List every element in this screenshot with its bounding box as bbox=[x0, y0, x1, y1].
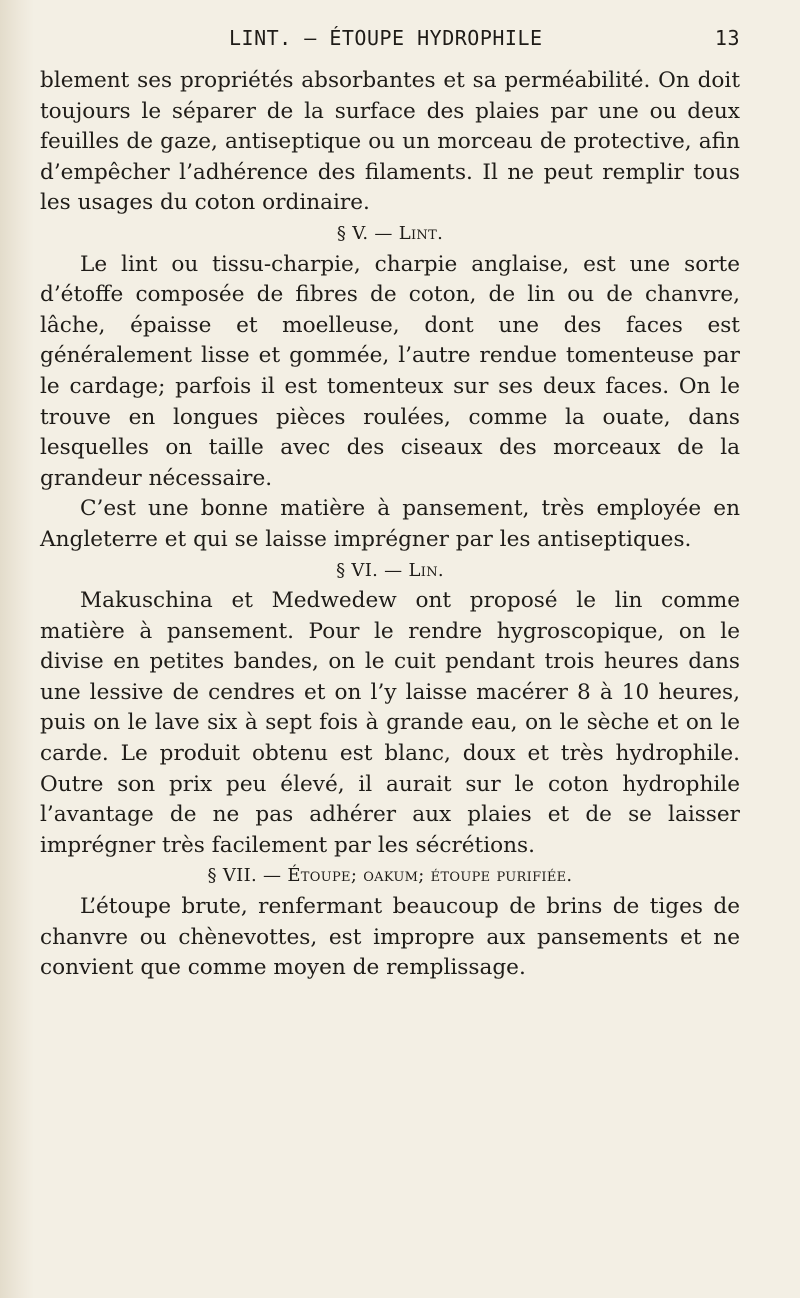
section-number: § VII. — bbox=[207, 865, 288, 887]
page-body bbox=[40, 66, 740, 984]
paragraph-lin-preparation: Makuschina et Medwedew ont proposé le lin comme matière à pansement. Pour le rendre hygroscopique, on le divise en petites bandes, on le cuit pendant trois heures dans une lessive de cendres et on l’y laisse macérer 8 à 10 heures, puis on le lave six à sept fois à grande eau, on le sèche et on le carde. Le produit obtenu est blanc, doux et très hydrophile. Outre son prix peu élevé, il aurait sur le coton hydrophile l’avantage de ne pas adhérer aux plaies et de se laisser imprégner très facilement par les sécrétions. bbox=[40, 588, 740, 858]
paragraph-lint-usage: C’est une bonne matière à pansement, très employée en Angleterre et qui se laisse imprégner par les antiseptiques. bbox=[40, 496, 740, 552]
section-number: § V. — bbox=[336, 222, 399, 244]
paragraph-continuation: blement ses propriétés absorbantes et sa perméabilité. On doit toujours le séparer de la surface des plaies par une ou deux feuilles de gaze, antiseptique ou un morceau de protective, afin d’empêcher l’adhérence des filaments. Il ne peut remplir tous les usages du coton ordinaire. bbox=[40, 68, 740, 216]
section-title: Lint. bbox=[398, 222, 444, 244]
section-heading-lin bbox=[40, 556, 740, 587]
section-title: Lin. bbox=[408, 559, 444, 581]
running-title: LINT. — ÉTOUPE HYDROPHILE bbox=[229, 26, 543, 50]
page-header bbox=[40, 26, 740, 58]
page-edge-shadow bbox=[0, 0, 34, 1298]
section-heading-etoupe bbox=[40, 861, 740, 892]
paragraph-lint-description: Le lint ou tissu-charpie, charpie anglaise, est une sorte d’étoffe composée de fibres de coton, de lin ou de chanvre, lâche, épaisse et moelleuse, dont une des faces est généralement lisse et gommée, l’autre rendue tomenteuse par le cardage; parfois il est tomenteux sur ses deux faces. On le trouve en longues pièces roulées, comme la ouate, dans lesquelles on taille avec des ciseaux des morceaux de la grandeur nécessaire. bbox=[40, 251, 740, 491]
section-heading-lint bbox=[40, 219, 740, 250]
section-number: § VI. — bbox=[336, 559, 409, 581]
paragraph-etoupe-brute: L’étoupe brute, renfermant beaucoup de brins de tiges de chanvre ou chènevottes, est impropre aux pansements et ne convient que comme moyen de remplissage. bbox=[40, 894, 740, 981]
page-number: 13 bbox=[714, 26, 740, 50]
section-title: Étoupe; oakum; étoupe purifiée. bbox=[287, 865, 573, 887]
